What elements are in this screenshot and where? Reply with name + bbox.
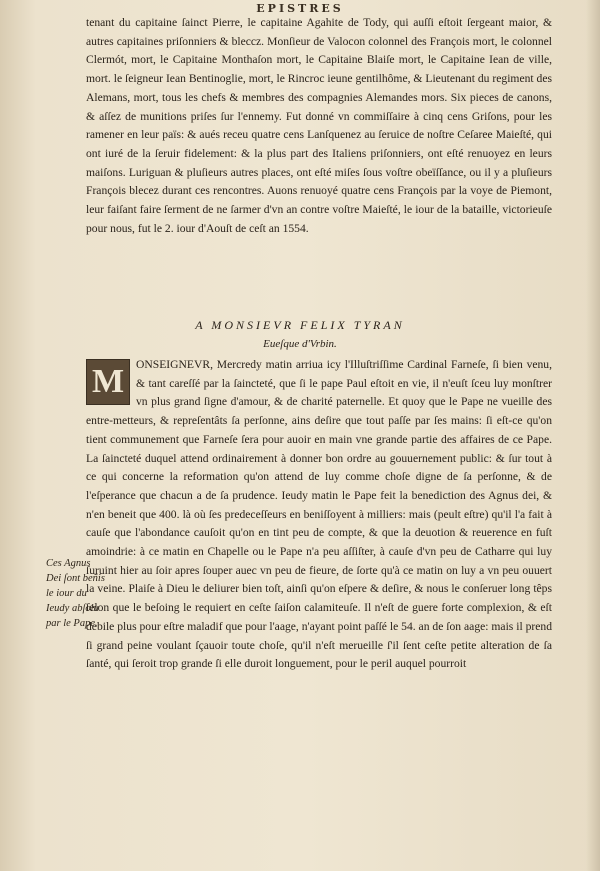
letter-body xyxy=(86,356,552,674)
running-head: EPISTRES xyxy=(256,2,344,15)
margin-note: Ces Agnus Dei ſont beñis le iour du Ieudy abſolu par le Pape. xyxy=(46,558,105,629)
page-edge-shadow xyxy=(586,0,600,871)
continued-letter-text xyxy=(86,14,552,238)
continued-paragraph: tenant du capitaine ſainct Pierre, le capitaine Agahite de Tody, qui auſſi eſtoit ſergeant maior, & autres capitaines priſonniers & bleccz. Monſieur de Valocon colonnel des François mort, le colonnel Clermót, mort, le Capitaine Monthaſon mort, le Capitaine Blaiſe mort, le Capitaine Iean de ville, mort. le ſeigneur Iean Bentinoglie, mort, le Rincroc ieune gentilhôme, & Lieutenant du regiment des Alemans, mort, tous les chefs & membres des compagnies Alemandes mors. Six pieces de canons, & aſſez de munitions priſes ſur l'ennemy. Fut donné vn commiſſaire à cinq cens Griſons, pour les ramener en leur païs: & aués receu quatre cens Lanſquenez au ſeruice de noſtre Ceſaree Maieſté, qui ont iuré de la ſeruir fidelement: & la plus part des Italiens priſonniers, ont eſté renuoyez en leurs maiſons. Luriguan & pluſieurs autres places, ont eſté miſes ſous voſtre obeïſſance, ou il y a pluſieurs François blecez durant ces rencontres. Auons renuoyé quatre cens François par la voye de Piemont, leur faiſant faire ſerment de ne ſarmer d'vn an contre voſtre Maieſté, le iour de la bataille, victorieuſe pour nous, fut le 2. iour d'Aouſt de ceſt an 1554. xyxy=(86,16,552,235)
decorated-initial: M xyxy=(86,359,130,405)
letter-heading: A MONSIEVR FELIX TYRAN xyxy=(195,318,405,332)
letter-subheading: Eueſque d'Vrbin. xyxy=(263,338,337,350)
letter-paragraph: ONSEIGNEVR, Mercredy matin arriua icy l'Illuſtriſſime Cardinal Farneſe, ſi bien venu, & tant careſſé par la ſaincteté, que ſi le pape Paul eſtoit en vie, il n'euſt ſceu luy monſtrer vn plus grand ſigne d'amour, & de charité paternelle. Et quoy que le Pape ne vueille des entre-metteurs, & repreſentâts ſa perſonne, ains deſire que tout paſſe par ſes mains: ſi eſt-ce qu'on tient communement que Farneſe ſera pour auoir en main vne grande partie des affaires de ce Pape. La ſaincteté duquel attend ordinairement à donner bon ordre au gouuernement public: & ſur tout à ce qui concerne la reformation qu'on attend de luy comme choſe digne de ſa perſonne, & de l'eſperance que chacun a de ſa prudence. Ieudy matin le Pape feit la benediction des Agnus dei, & n'en beneit que 400. là où ſes predeceſſeurs en beniſſoyent à milliers: mais (peult eſtre) qu'il l'a fait à cauſe que l'abondance cauſoit qu'on en tint peu de compte, & que la deuotion & reuerence en fuſt amoindrie: à ce matin en Chapelle ou le Pape n'a peu aſſiſter, à cauſe d'vn peu de Catharre qui luy ſuruint hier au ſoir apres ſouper auec vn peu de fieure, de ſorte qu'à ce matin on luy a vn peu ouuert la veine. Plaiſe à Dieu le deliurer bien toſt, ainſi qu'on eſpere & deſire, & nous le conſeruer long têps ſelon que le beſoing le requiert en ceſte ſaiſon calamiteuſe. Il n'eſt de guere forte complexion, & eſt debile plus pour eſtre maladif que pour l'aage, n'ayant point paſſé le 54. an de ſon aage: mais il prend ſi grand peine voulant ſçauoir toute choſe, qu'il n'eſt merueille ſ'il ſent ceſte petite alteration de ſa ſanté, qui ſeroit trop grande ſi elle duroit longuement, pour le peril auquel pourroit xyxy=(86,358,552,671)
